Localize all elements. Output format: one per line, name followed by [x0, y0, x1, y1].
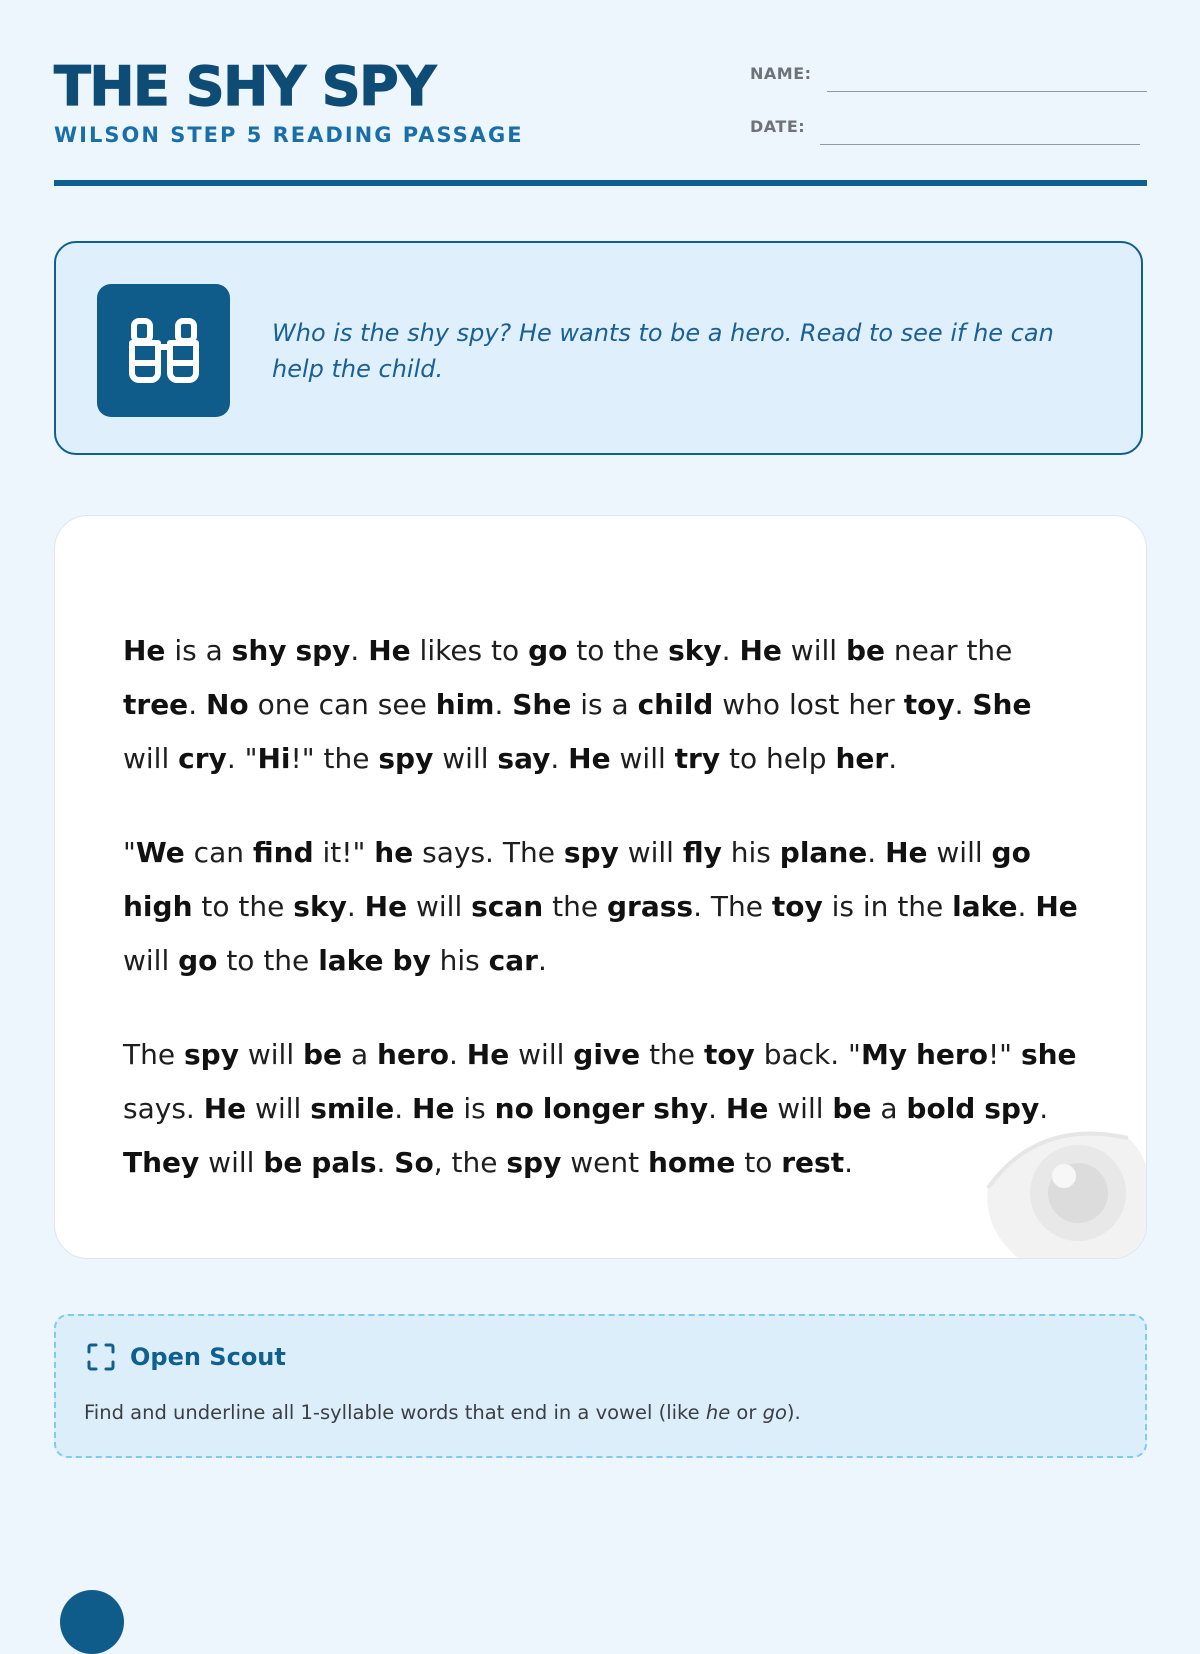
page-subtitle: WILSON STEP 5 READING PASSAGE: [54, 123, 524, 147]
bold-word: He: [368, 634, 411, 667]
bold-word: give: [573, 1038, 641, 1071]
scout-example-word: go: [762, 1401, 787, 1424]
bold-word: She: [512, 688, 572, 721]
bold-word: home: [647, 1146, 736, 1179]
passage-text: [302, 1146, 311, 1179]
passage-text: .: [1017, 890, 1036, 923]
passage-text: .: [721, 634, 740, 667]
passage-text: it!": [313, 836, 375, 869]
passage-text: will: [610, 742, 675, 775]
bold-word: So: [394, 1146, 434, 1179]
passage-text: to the: [217, 944, 319, 977]
passage-text: will: [407, 890, 472, 923]
passage-text: a: [342, 1038, 378, 1071]
passage-text: likes to: [410, 634, 529, 667]
passage-text: to: [735, 1146, 782, 1179]
passage-text: the: [640, 1038, 704, 1071]
bold-word: he: [374, 836, 414, 869]
page-title: THE SHY SPY: [54, 55, 435, 118]
passage-text: .: [550, 742, 569, 775]
scout-box: [54, 1314, 1147, 1458]
bold-word: lake: [318, 944, 384, 977]
passage-text: .: [954, 688, 973, 721]
bold-word: shy: [653, 1092, 709, 1125]
bold-word: Hi: [257, 742, 291, 775]
passage-text: who lost her: [713, 688, 904, 721]
date-field[interactable]: [820, 144, 1140, 145]
passage-text: will: [123, 742, 179, 775]
intro-text: Who is the shy spy? He wants to be a hero. Read to see if he can help the child.: [272, 319, 1054, 383]
bold-word: He: [1035, 890, 1078, 923]
bold-word: her: [835, 742, 889, 775]
passage-text: his: [721, 836, 780, 869]
bold-word: be: [263, 1146, 303, 1179]
bold-word: He: [364, 890, 408, 923]
bold-word: My: [860, 1038, 908, 1071]
bold-word: be: [845, 634, 885, 667]
bold-word: He: [725, 1092, 769, 1125]
bold-word: go: [528, 634, 568, 667]
passage-text: his: [430, 944, 489, 977]
passage-text: !": [987, 1038, 1021, 1071]
passage-text: will: [199, 1146, 264, 1179]
passage-text: .: [394, 1092, 413, 1125]
passage-text: back. ": [754, 1038, 861, 1071]
bold-word: toy: [771, 890, 823, 923]
passage-text: near the: [885, 634, 1013, 667]
scout-text-part: ).: [786, 1401, 801, 1424]
passage-text: a: [871, 1092, 907, 1125]
passage-text: can: [184, 836, 253, 869]
passage-paragraph-2: [123, 826, 1083, 988]
passage-text: .: [844, 1146, 854, 1179]
passage-card: [54, 515, 1147, 1259]
passage-text: will: [123, 944, 179, 977]
passage-paragraph-1: [123, 624, 1083, 786]
passage-text: .: [346, 890, 365, 923]
bold-word: hero: [915, 1038, 988, 1071]
scout-header: [86, 1342, 286, 1372]
passage-text: is a: [165, 634, 232, 667]
bold-word: tree: [123, 688, 189, 721]
passage-text: .: [494, 688, 513, 721]
bold-word: She: [972, 688, 1032, 721]
bold-word: pals: [311, 1146, 377, 1179]
passage-text: to the: [567, 634, 669, 667]
bold-word: spy: [295, 634, 351, 667]
scout-text-part: or: [730, 1401, 763, 1424]
passage-text: will: [781, 634, 846, 667]
bold-word: sky: [668, 634, 722, 667]
bold-word: hero: [377, 1038, 449, 1071]
passage-text: .: [188, 688, 206, 721]
bold-word: plane: [779, 836, 868, 869]
intro-box: [54, 241, 1143, 455]
date-label: DATE:: [750, 117, 806, 136]
bold-word: she: [1020, 1038, 1077, 1071]
passage-text: to the: [192, 890, 294, 923]
bold-word: They: [123, 1146, 200, 1179]
bold-word: He: [412, 1092, 455, 1125]
scan-frame-icon: [86, 1342, 116, 1372]
eye-icon: [978, 1108, 1147, 1258]
bold-word: spy: [378, 742, 434, 775]
bold-word: fly: [682, 836, 722, 869]
passage-text: .: [448, 1038, 467, 1071]
bold-word: car: [488, 944, 538, 977]
bold-word: He: [568, 742, 611, 775]
passage-text: . ": [226, 742, 258, 775]
bold-word: He: [466, 1038, 510, 1071]
scout-example-word: he: [705, 1401, 731, 1424]
passage-text: one can see: [248, 688, 436, 721]
passage-text: will: [509, 1038, 574, 1071]
bold-word: scan: [471, 890, 544, 923]
bold-word: be: [832, 1092, 872, 1125]
bold-word: We: [135, 836, 185, 869]
bold-word: grass: [606, 890, 694, 923]
bold-word: high: [123, 890, 193, 923]
header-divider: [54, 180, 1147, 186]
bold-word: child: [637, 688, 714, 721]
passage-text: .: [350, 634, 369, 667]
bold-word: spy: [563, 836, 619, 869]
bold-word: lake: [952, 890, 1018, 923]
passage-text: .: [376, 1146, 395, 1179]
passage-text: the: [543, 890, 607, 923]
bold-word: go: [178, 944, 218, 977]
bold-word: He: [739, 634, 782, 667]
bold-word: sky: [293, 890, 347, 923]
bold-word: no: [494, 1092, 534, 1125]
bold-word: spy: [984, 1092, 1040, 1125]
bold-word: by: [392, 944, 431, 977]
bold-word: cry: [178, 742, 227, 775]
passage-text: !" the: [290, 742, 379, 775]
passage-paragraph-3: [123, 1028, 1083, 1190]
bold-word: bold: [906, 1092, 976, 1125]
bold-word: He: [885, 836, 928, 869]
scout-instructions: [84, 1401, 801, 1424]
passage-text: .: [888, 742, 898, 775]
passage-text: .: [708, 1092, 726, 1125]
bold-word: him: [435, 688, 495, 721]
bold-word: say: [497, 742, 551, 775]
bold-word: No: [206, 688, 249, 721]
reading-passage: [123, 624, 1083, 1230]
passage-text: [644, 1092, 653, 1125]
passage-text: went: [561, 1146, 648, 1179]
bold-word: toy: [703, 1038, 755, 1071]
passage-text: The: [123, 1038, 184, 1071]
bold-word: smile: [310, 1092, 395, 1125]
scout-text-part: Find and underline all 1-syllable words that end in a vowel (like: [84, 1401, 706, 1424]
bold-word: shy: [231, 634, 287, 667]
passage-text: is in the: [822, 890, 953, 923]
passage-text: to help: [720, 742, 836, 775]
name-label: NAME:: [750, 64, 812, 83]
passage-text: . The: [693, 890, 772, 923]
passage-text: will: [246, 1092, 311, 1125]
bold-word: try: [674, 742, 721, 775]
passage-text: [907, 1038, 916, 1071]
passage-text: will: [238, 1038, 303, 1071]
passage-text: will: [768, 1092, 833, 1125]
bold-word: longer: [542, 1092, 645, 1125]
bold-word: be: [303, 1038, 343, 1071]
passage-text: will: [927, 836, 992, 869]
bold-word: find: [252, 836, 314, 869]
bold-word: toy: [903, 688, 955, 721]
passage-text: will: [433, 742, 498, 775]
bold-word: go: [991, 836, 1031, 869]
passage-text: says.: [123, 1092, 204, 1125]
passage-text: , the: [433, 1146, 507, 1179]
passage-text: [534, 1092, 543, 1125]
bold-word: He: [203, 1092, 247, 1125]
passage-text: says. The: [413, 836, 564, 869]
passage-text: .: [867, 836, 886, 869]
passage-text: ": [123, 836, 136, 869]
bold-word: rest: [781, 1146, 845, 1179]
passage-text: .: [537, 944, 547, 977]
passage-text: .: [1039, 1092, 1049, 1125]
passage-text: is a: [571, 688, 638, 721]
bold-word: He: [123, 634, 166, 667]
bold-word: spy: [183, 1038, 239, 1071]
bold-word: spy: [506, 1146, 562, 1179]
scout-title: Open Scout: [130, 1343, 286, 1371]
passage-text: is: [454, 1092, 495, 1125]
name-field[interactable]: [827, 91, 1147, 92]
passage-text: will: [618, 836, 683, 869]
binoculars-icon: [97, 284, 230, 417]
